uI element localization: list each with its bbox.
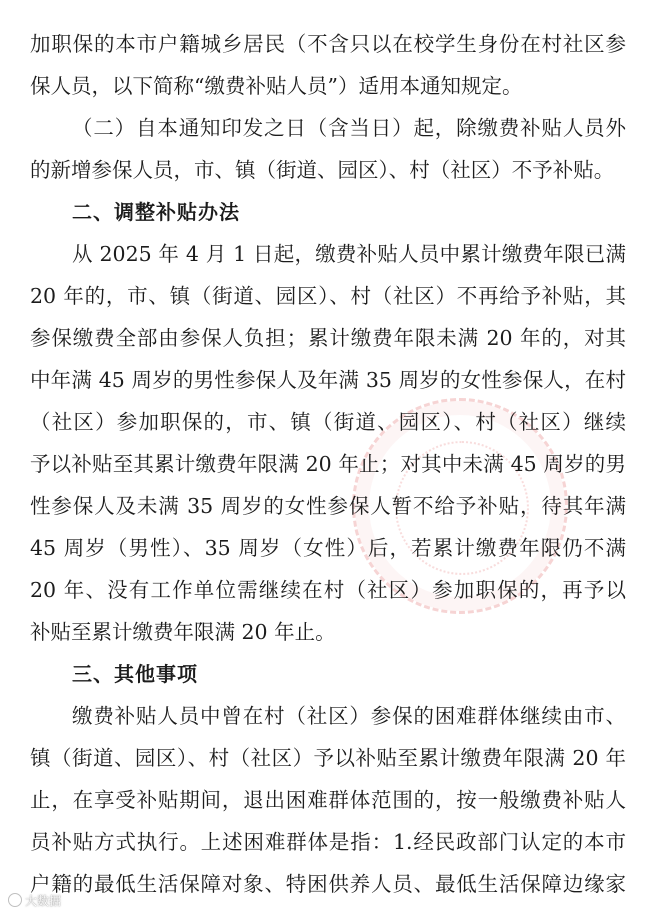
body-line: 20 年的，市、镇（街道、园区）、村（社区）不再给予补贴，其	[30, 284, 626, 308]
paragraph-start-line: （二）自本通知印发之日（含当日）起，除缴费补贴人员外	[72, 116, 626, 140]
body-line: 予以补贴至其累计缴费年限满 20 年止；对其中未满 45 周岁的男	[30, 452, 626, 476]
section-heading: 二、调整补贴办法	[72, 200, 240, 224]
watermark-logo-icon	[8, 893, 22, 907]
paragraph-start-line: 缴费补贴人员中曾在村（社区）参保的困难群体继续由市、	[72, 704, 626, 728]
section-heading: 三、其他事项	[72, 662, 198, 686]
body-line: 保人员，以下简称“缴费补贴人员”）适用本通知规定。	[30, 74, 523, 98]
body-line: 中年满 45 周岁的男性参保人及年满 35 周岁的女性参保人，在村	[30, 368, 626, 392]
body-line: 的新增参保人员，市、镇（街道、园区）、村（社区）不予补贴。	[30, 158, 615, 182]
body-line: 户籍的最低生活保障对象、特困供养人员、最低生活保障边缘家	[30, 872, 626, 896]
body-line: 加职保的本市户籍城乡居民（不含只以在校学生身份在村社区参	[30, 32, 626, 56]
body-line: 补贴至累计缴费年限满 20 年止。	[30, 620, 336, 644]
watermark-text: 大数据	[25, 893, 62, 908]
body-line: 性参保人及未满 35 周岁的女性参保人暂不给予补贴，待其年满	[30, 494, 626, 518]
body-line: 员补贴方式执行。上述困难群体是指：1.经民政部门认定的本市	[30, 830, 626, 854]
body-line: （社区）参加职保的，市、镇（街道、园区）、村（社区）继续	[30, 410, 626, 434]
body-line: 20 年、没有工作单位需继续在村（社区）参加职保的，再予以	[30, 578, 626, 602]
paragraph-start-line: 从 2025 年 4 月 1 日起，缴费补贴人员中累计缴费年限已满	[72, 242, 626, 266]
body-line: 45 周岁（男性）、35 周岁（女性）后，若累计缴费年限仍不满	[30, 536, 626, 560]
body-line: 参保缴费全部由参保人负担；累计缴费年限未满 20 年的，对其	[30, 326, 626, 350]
watermark	[8, 891, 61, 909]
body-line: 镇（街道、园区）、村（社区）予以补贴至累计缴费年限满 20 年	[30, 746, 626, 770]
body-line: 止，在享受补贴期间，退出困难群体范围的，按一般缴费补贴人	[30, 788, 626, 812]
